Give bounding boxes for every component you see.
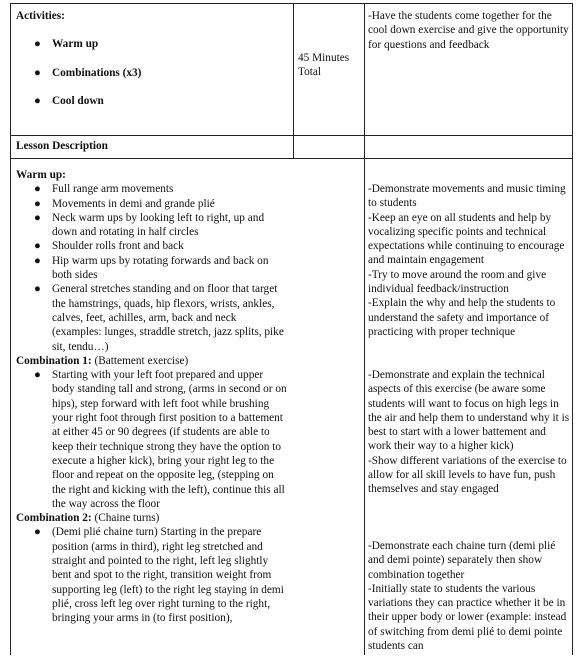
- table-border-left: [10, 3, 11, 655]
- list-item: ● Combinations (x3): [34, 66, 142, 79]
- activities-list: [16, 37, 288, 108]
- combo1-title: Combination 1: (Battement exercise): [16, 354, 189, 367]
- list-item: ● Warm up: [34, 38, 99, 51]
- table-col-divider-lesson: [293, 135, 294, 159]
- list-item: ● Neck warm ups by looking left to right, up and down and rotating in half circles: [34, 211, 265, 239]
- table-header-divider: [10, 158, 573, 159]
- activities-notes: -Have the students come together for the cool down exercise and give the opportunity for questions and feedback: [368, 10, 569, 51]
- list-item: ● General stretches standing and on floor that target the hamstrings, quads, hip flexors, wrists, ankles, calves, feet, achilles, arm, back and neck (examples: lunges, straddle stretch, jazz splits, pike sit, tendu…): [34, 283, 284, 353]
- combo1-list: [16, 368, 288, 511]
- table-row-divider: [10, 135, 573, 136]
- table-border-top: [10, 3, 573, 4]
- activities-heading: Activities:: [16, 10, 65, 22]
- list-item: ● Full range arm movements: [34, 183, 174, 196]
- warmup-list: [16, 182, 288, 354]
- combo2-title: Combination 2: (Chaine turns): [16, 512, 160, 525]
- list-item: ● (Demi plié chaine turn) Starting in the prepare position (arms in third), right leg stretched and straight and pointed to the right, left leg slightly bent and spot to the right, transition weight from supporting leg (left) to the right leg staying in demi plié, cross left leg over right turning to the right, bringing your arms in (to first position),: [34, 526, 284, 625]
- list-item: ● Hip warm ups by rotating forwards and back on both sides: [34, 254, 269, 282]
- warmup-notes: -Demonstrate movements and music timing to students -Keep an eye on all students and help by vocalizing specific points and technical expectations while continuing to encourage and maintain engagement -Try to move around the room and give individual feedback/instruction -Explain the why and help the students to understand the safety and importance of practicing with proper technique: [368, 183, 566, 338]
- lesson-plan-table: [10, 3, 573, 655]
- list-item: ● Movements in demi and grande plié: [34, 197, 215, 210]
- lesson-body: [16, 168, 288, 626]
- table-col-divider-2: [364, 3, 365, 655]
- list-item: ● Starting with your left foot prepared and upper body standing tall and strong, (arms in second or on hips), step forward with left foot while brushing your right foot through first position to a battement at either 45 or 90 degrees (if students are able to keep their technique strong they have the option to execute a higher kick), bring your right leg to the floor and repeat on the opposite leg, (stepping on the right and kicking with the left), continue this all the way across the floor: [34, 369, 287, 510]
- warmup-heading: Warm up:: [16, 169, 66, 181]
- table-col-divider-1: [293, 3, 294, 136]
- table-border-right: [572, 3, 573, 655]
- combo1-notes: -Demonstrate and explain the technical aspects of this exercise (be aware some students will want to focus on high legs in the air and help them to understand why it is best to start with a lower battement and work their way to a higher kick) -Show different variations of the exercise to allow for all skill levels to have fun, push themselves and stay engaged: [368, 369, 570, 496]
- activities-duration: 45 Minutes Total: [298, 52, 350, 79]
- activities-cell: [16, 9, 288, 109]
- list-item: ● Cool down: [34, 95, 104, 108]
- list-item: ● Shoulder rolls front and back: [34, 240, 184, 253]
- combo2-notes: -Demonstrate each chaine turn (demi plié and demi pointe) separately then show combination together -Initially state to students the various variations they can practice whether it be in their upper body or lower (example: instead of switching from demi plié to demi pointe students can: [368, 540, 567, 653]
- lesson-description-heading: Lesson Description: [16, 140, 108, 152]
- combo2-list: [16, 525, 288, 625]
